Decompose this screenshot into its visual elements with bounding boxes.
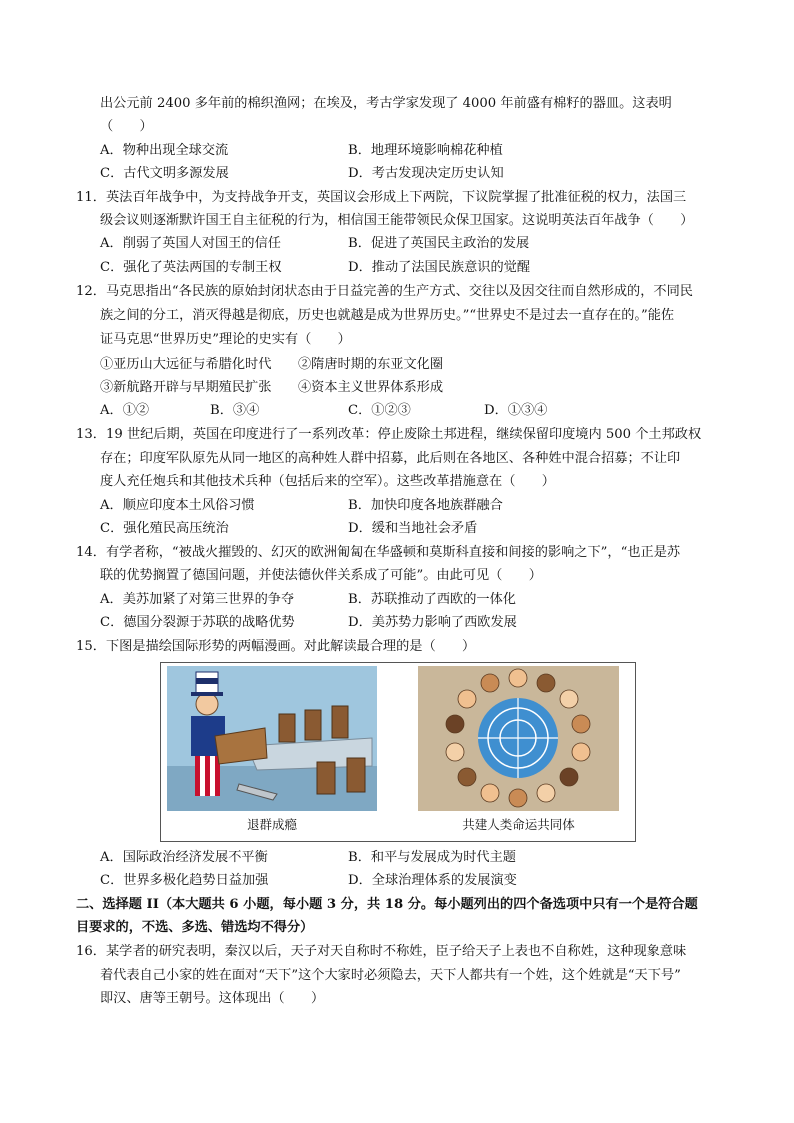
q11-stem-line-1: 11．英法百年战争中，为支持战争开支，英国议会形成上下两院，下议院掌握了批准征税的权力，法国三 xyxy=(76,190,687,205)
cartoon-left-caption: 退群成瘾 xyxy=(246,817,297,832)
q13-option-b[interactable]: B．加快印度各地族群融合 xyxy=(348,498,503,513)
q15-stem-line-1: 15．下图是描绘国际形势的两幅漫画。对此解读最合理的是（ ） xyxy=(76,639,476,654)
q12-option-d[interactable]: D．①③④ xyxy=(484,403,548,418)
q10-option-b[interactable]: B．地理环境影响棉花种植 xyxy=(348,143,503,158)
q12-item-3: ③新航路开辟与早期殖民扩张 xyxy=(100,380,272,395)
cartoon-right-caption: 共建人类命运共同体 xyxy=(462,817,575,832)
cartoon-left-image xyxy=(167,666,377,811)
q15-option-d[interactable]: D．全球治理体系的发展演变 xyxy=(348,873,517,888)
q11-option-c[interactable]: C．强化了英法两国的专制王权 xyxy=(100,260,282,275)
section-2-heading: 二、选择题 II（本大题共 6 小题，每小题 3 分，共 18 分。每小题列出的四个备选项中只有一个是符合题 xyxy=(76,897,698,912)
q12-stem-line-3: 证马克思“世界历史”理论的史实有（ ） xyxy=(100,332,351,347)
q12-option-c[interactable]: C．①②③ xyxy=(348,403,411,418)
q11-stem-line-2: 级会议则逐渐默许国王自主征税的行为，相信国王能带领民众保卫国家。这说明英法百年战争（ ） xyxy=(100,213,694,228)
q12-item-1: ①亚历山大远征与希腊化时代 xyxy=(100,357,272,372)
section-2-heading-line-2: 目要求的，不选、多选、错选均不得分） xyxy=(76,920,314,935)
q11-option-a[interactable]: A．削弱了英国人对国王的信任 xyxy=(100,236,281,251)
q13-option-c[interactable]: C．强化殖民高压统治 xyxy=(100,521,229,536)
q12-item-4: ④资本主义世界体系形成 xyxy=(298,380,444,395)
q16-stem-line-1: 16．某学者的研究表明，秦汉以后，天子对天自称时不称姓，臣子给天子上表也不自称姓，这种现象意味 xyxy=(76,944,687,959)
q10-stem-line: 出公元前 2400 多年前的棉织渔网；在埃及，考古学家发现了 4000 年前盛有棉籽的器皿。这表明 xyxy=(100,96,672,111)
q10-answer-blank: （ ） xyxy=(100,119,153,134)
q11-option-d[interactable]: D．推动了法国民族意识的觉醒 xyxy=(348,260,531,275)
q14-option-a[interactable]: A．美苏加紧了对第三世界的争夺 xyxy=(100,592,295,607)
q16-stem-line-3: 即汉、唐等王朝号。这体现出（ ） xyxy=(100,991,325,1006)
q15-option-a[interactable]: A．国际政治经济发展不平衡 xyxy=(100,850,268,865)
q15-option-c[interactable]: C．世界多极化趋势日益加强 xyxy=(100,873,269,888)
q15-option-b[interactable]: B．和平与发展成为时代主题 xyxy=(348,850,516,865)
q16-stem-line-2: 着代表自己小家的姓在面对“天下”这个大家时必须隐去，天下人都共有一个姓，这个姓就是“天下号” xyxy=(100,968,681,983)
q13-stem-line-3: 度人充任炮兵和其他技术兵种（包括后来的空军）。这些改革措施意在（ ） xyxy=(100,474,555,489)
q14-stem-line-1: 14．有学者称，“被战火摧毁的、幻灭的欧洲匍匐在华盛顿和莫斯科直接和间接的影响之下”，“也正是苏 xyxy=(76,545,681,560)
q12-stem-line-2: 族之间的分工，消灭得越是彻底，历史也就越是成为世界历史。”“世界史不是过去一直存在的。”能佐 xyxy=(100,308,675,323)
cartoon-right-image xyxy=(418,666,619,811)
q11-option-b[interactable]: B．促进了英国民主政治的发展 xyxy=(348,236,530,251)
q12-stem-line-1: 12．马克思指出“各民族的原始封闭状态由于日益完善的生产方式、交往以及因交往而自然形成的，不同民 xyxy=(76,284,693,299)
cartoon-figure xyxy=(160,662,636,842)
q13-option-d[interactable]: D．缓和当地社会矛盾 xyxy=(348,521,478,536)
q13-stem-line-2: 存在；印度军队原先从同一地区的高种姓人群中招募，此后则在各地区、各种姓中混合招募；不让印 xyxy=(100,451,681,466)
q13-option-a[interactable]: A．顺应印度本土风俗习惯 xyxy=(100,498,255,513)
q14-option-c[interactable]: C．德国分裂源于苏联的战略优势 xyxy=(100,615,295,630)
q14-option-d[interactable]: D．美苏势力影响了西欧发展 xyxy=(348,615,517,630)
q10-option-c[interactable]: C．古代文明多源发展 xyxy=(100,166,229,181)
q10-option-a[interactable]: A．物种出现全球交流 xyxy=(100,143,229,158)
q14-stem-line-2: 联的优势搁置了德国问题，并使法德伙伴关系成了可能”。由此可见（ ） xyxy=(100,568,542,583)
q14-option-b[interactable]: B．苏联推动了西欧的一体化 xyxy=(348,592,516,607)
q13-stem-line-1: 13．19 世纪后期，英国在印度进行了一系列改革：停止废除土邦进程，继续保留印度境内 500 个土邦政权 xyxy=(76,427,702,442)
q12-option-a[interactable]: A．①② xyxy=(100,403,150,418)
q12-option-b[interactable]: B．③④ xyxy=(210,403,260,418)
q12-item-2: ②隋唐时期的东亚文化圈 xyxy=(298,357,444,372)
q10-option-d[interactable]: D．考古发现决定历史认知 xyxy=(348,166,504,181)
